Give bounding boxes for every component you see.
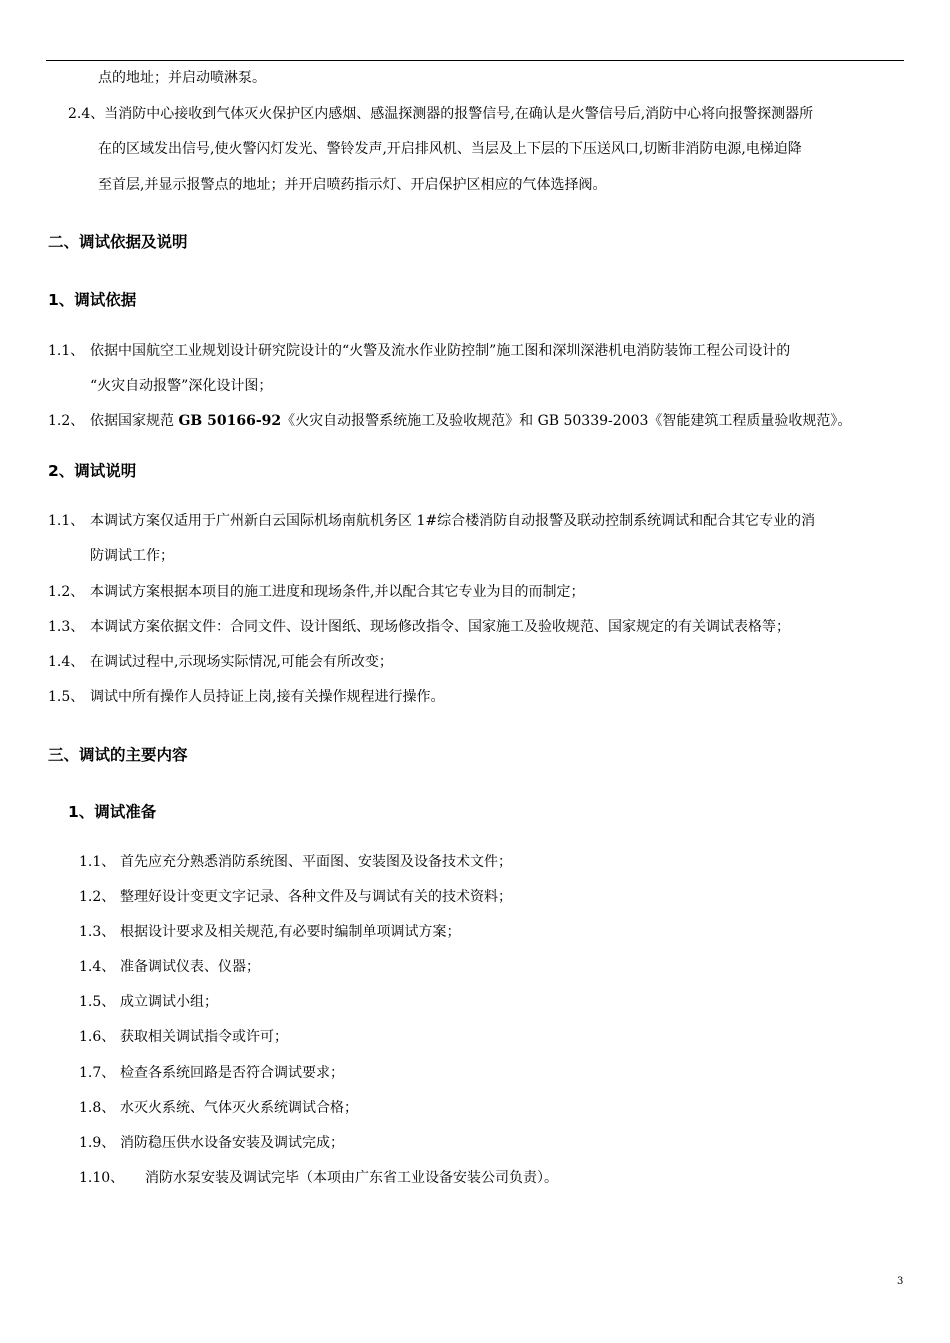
prep-item5-text: 成立调试小组；: [120, 994, 218, 1010]
basis-item2-text: [90, 411, 851, 431]
note-item2-num: 1.2、: [48, 584, 85, 600]
note-item1-line2: 防调试工作；: [90, 548, 174, 564]
item-2-4-line3: 至首层,并显示报警点的地址；并开启喷药指示灯、开启保护区相应的气体选择阀。: [98, 177, 607, 193]
item-2-4-line2: 在的区域发出信号,使火警闪灯发光、警铃发声,开启排风机、当层及上下层的下压送风口,切断非消防电源,电梯迫降: [98, 141, 802, 157]
prep-item9-text: 消防稳压供水设备安装及调试完成；: [120, 1135, 344, 1151]
header-rule: [46, 60, 904, 61]
basis-item1-num: 1.1、: [48, 343, 85, 359]
prep-item2-text: 整理好设计变更文字记录、各种文件及与调试有关的技术资料；: [120, 889, 512, 905]
prep-item3-num: 1.3、: [79, 924, 116, 940]
section2-title: 二、调试依据及说明: [48, 233, 188, 251]
note-item5-num: 1.5、: [48, 689, 85, 705]
note-item2-text: 本调试方案根据本项目的施工进度和现场条件,并以配合其它专业为目的而制定；: [90, 584, 585, 600]
section2-sub2-title: 2、调试说明: [48, 462, 137, 480]
note-item1-num: 1.1、: [48, 513, 85, 529]
prep-item2-num: 1.2、: [79, 889, 116, 905]
basis-item1-line1: 依据中国航空工业规划设计研究院设计的“火警及流水作业防控制”施工图和深圳深港机电消防装饰工程公司设计的: [90, 343, 791, 359]
continued-text: 点的地址；并启动喷淋泵。: [98, 70, 266, 86]
note-item3-text: 本调试方案依据文件：合同文件、设计图纸、现场修改指令、国家施工及验收规范、国家规定的有关调试表格等；: [90, 619, 790, 635]
prep-item6-num: 1.6、: [79, 1029, 116, 1045]
basis-item2-bold: GB 50166-92: [178, 413, 282, 429]
note-item5-text: 调试中所有操作人员持证上岗,接有关操作规程进行操作。: [90, 689, 445, 705]
prep-item3-text: 根据设计要求及相关规范,有必要时编制单项调试方案；: [120, 924, 461, 940]
prep-item7-num: 1.7、: [79, 1065, 116, 1081]
prep-item9-num: 1.9、: [79, 1135, 116, 1151]
item-2-4-line1: 2.4、当消防中心接收到气体灭火保护区内感烟、感温探测器的报警信号,在确认是火警信号后,消防中心将向报警探测器所: [68, 106, 814, 122]
section2-sub1-title: 1、调试依据: [48, 291, 137, 309]
note-item4-num: 1.4、: [48, 654, 85, 670]
prep-item7-text: 检查各系统回路是否符合调试要求；: [120, 1065, 344, 1081]
basis-item1-line2: “火灾自动报警”深化设计图；: [90, 378, 273, 394]
section3-sub1-title: 1、调试准备: [68, 803, 157, 821]
prep-item1-num: 1.1、: [79, 854, 116, 870]
prep-item8-text: 水灭火系统、气体灭火系统调试合格；: [120, 1100, 358, 1116]
prep-item4-num: 1.4、: [79, 959, 116, 975]
prep-item5-num: 1.5、: [79, 994, 116, 1010]
note-item1-line1: 本调试方案仅适用于广州新白云国际机场南航机务区 1#综合楼消防自动报警及联动控制系统调试和配合其它专业的消: [90, 513, 816, 529]
section3-title: 三、调试的主要内容: [48, 746, 188, 764]
basis-item2-post: 《火灾自动报警系统施工及验收规范》和 GB 50339-2003《智能建筑工程质量验收规范》。: [281, 413, 852, 429]
page-number: 3: [897, 1276, 904, 1287]
note-item3-num: 1.3、: [48, 619, 85, 635]
prep-item10-text: 消防水泵安装及调试完毕（本项由广东省工业设备安装公司负责）。: [145, 1170, 558, 1186]
prep-item8-num: 1.8、: [79, 1100, 116, 1116]
prep-item1-text: 首先应充分熟悉消防系统图、平面图、安装图及设备技术文件；: [120, 854, 512, 870]
basis-item2-pre: 依据国家规范: [90, 413, 179, 429]
basis-item2-num: 1.2、: [48, 413, 85, 429]
prep-item10-num: 1.10、: [79, 1170, 125, 1186]
note-item4-text: 在调试过程中,示现场实际情况,可能会有所改变；: [90, 654, 393, 670]
prep-item6-text: 获取相关调试指令或许可；: [120, 1029, 288, 1045]
prep-item4-text: 准备调试仪表、仪器；: [120, 959, 260, 975]
